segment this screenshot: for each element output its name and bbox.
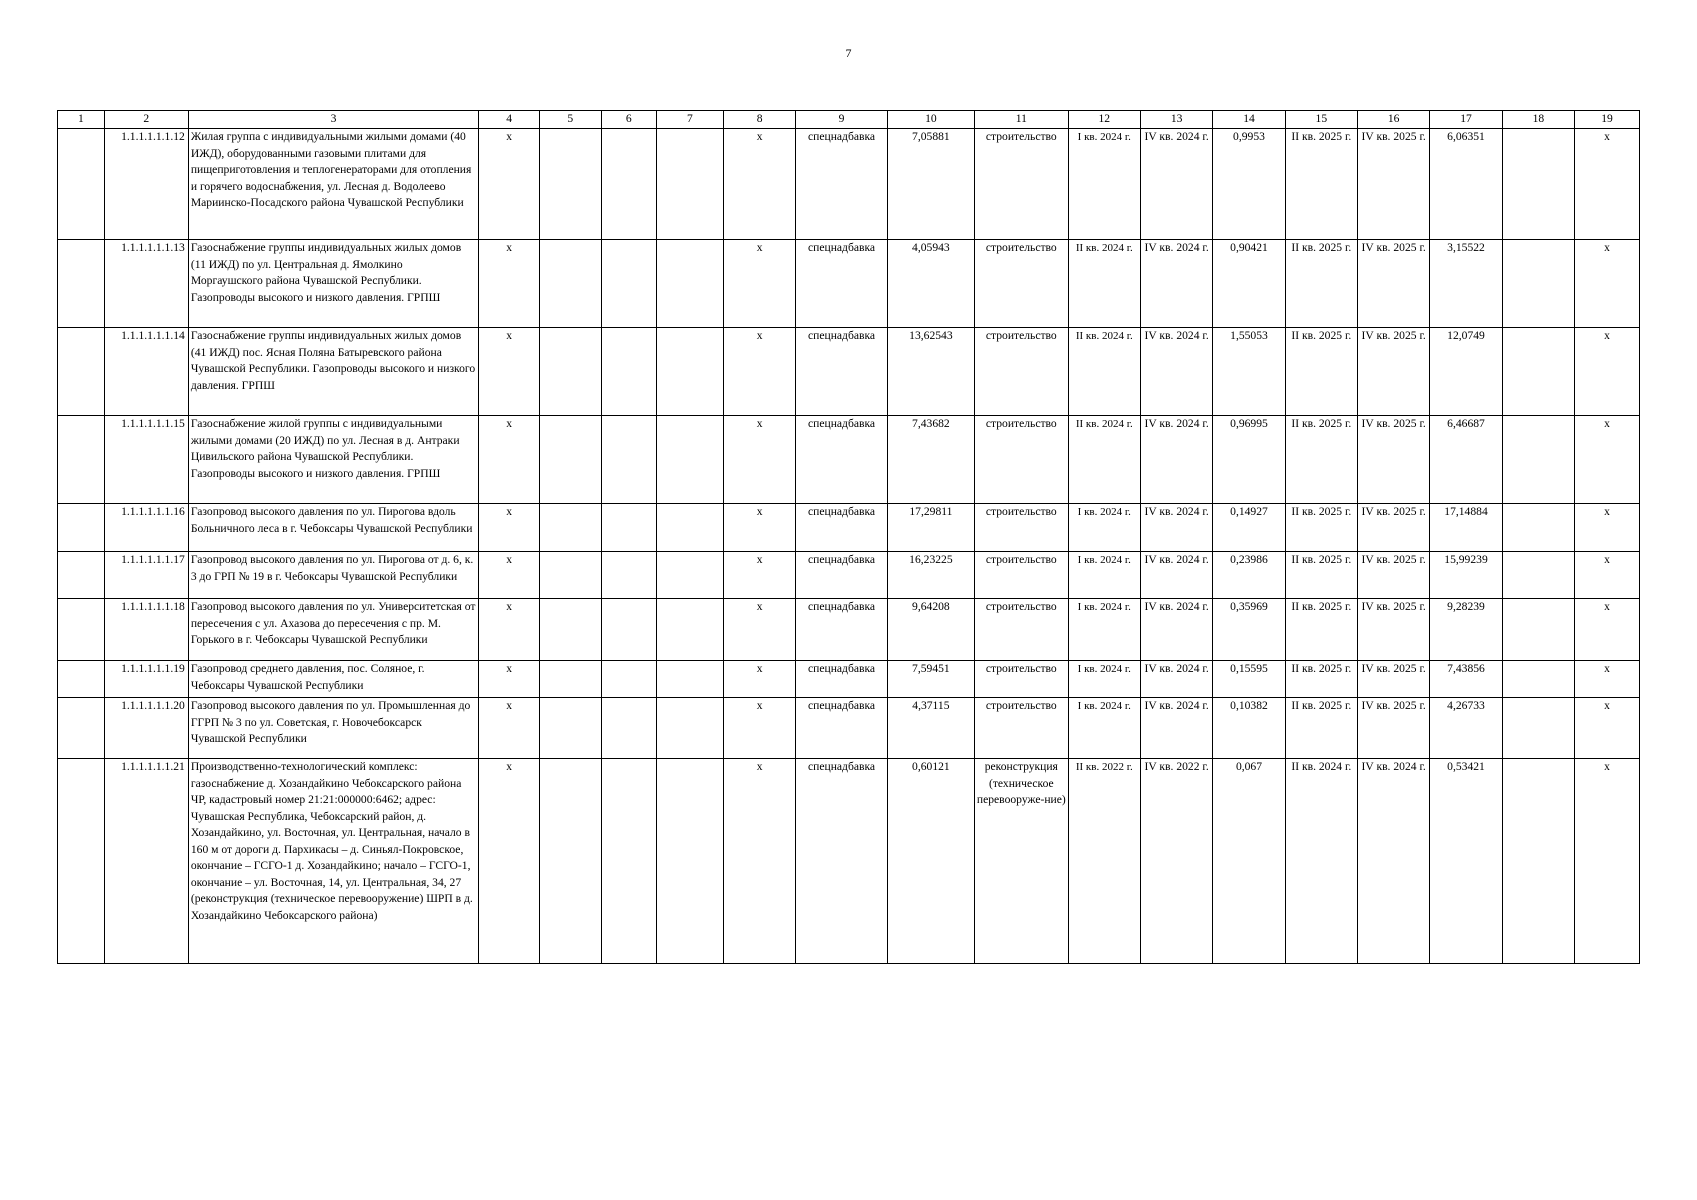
start-quarter: II кв. 2024 г. (1068, 416, 1140, 504)
col4-value: x (479, 661, 540, 698)
work-type: строительство (975, 416, 1069, 504)
commission-quarter: II кв. 2025 г. (1285, 661, 1357, 698)
col5-value (539, 504, 601, 552)
col5-value (539, 552, 601, 599)
col19-value: x (1575, 698, 1640, 759)
end-quarter: IV кв. 2024 г. (1140, 416, 1212, 504)
table-row (58, 698, 1640, 759)
col19-value: x (1575, 661, 1640, 698)
object-name: Газопровод среднего давления, пос. Соляное, г. Чебоксары Чувашской Республики (188, 661, 478, 698)
total-cost-value: 7,05881 (887, 129, 974, 240)
col18-value (1502, 661, 1574, 698)
col19-value: x (1575, 552, 1640, 599)
end-quarter: IV кв. 2022 г. (1140, 759, 1212, 964)
col6-value (601, 759, 656, 964)
col6-value (601, 504, 656, 552)
funding-source: спецнадбавка (796, 240, 887, 328)
object-name: Газоснабжение группы индивидуальных жилых домов (11 ИЖД) по ул. Центральная д. Ямолкино Моргаушского района Чувашской Республики. Газопроводы высокого и низкого давления. ГРПШ (188, 240, 478, 328)
col18-value (1502, 698, 1574, 759)
commission-quarter: II кв. 2025 г. (1285, 504, 1357, 552)
object-code: 1.1.1.1.1.1.19 (104, 661, 188, 698)
column-header: 10 (887, 111, 974, 129)
commission-quarter: II кв. 2025 г. (1285, 240, 1357, 328)
column-header: 2 (104, 111, 188, 129)
object-code: 1.1.1.1.1.1.21 (104, 759, 188, 964)
col4-value: x (479, 759, 540, 964)
table-row (58, 552, 1640, 599)
funding-source: спецнадбавка (796, 698, 887, 759)
column-header: 9 (796, 111, 887, 129)
col7-value (656, 759, 723, 964)
col14-value: 0,15595 (1213, 661, 1285, 698)
total-cost-value: 0,60121 (887, 759, 974, 964)
col8-value: x (723, 599, 795, 661)
work-type: реконструкция (техническое перевооруже-ние) (975, 759, 1069, 964)
col5-value (539, 240, 601, 328)
col4-value: x (479, 504, 540, 552)
col14-value: 0,9953 (1213, 129, 1285, 240)
col7-value (656, 129, 723, 240)
col7-value (656, 599, 723, 661)
row-col1-cell (58, 661, 105, 698)
final-quarter: IV кв. 2025 г. (1358, 240, 1430, 328)
start-quarter: I кв. 2024 г. (1068, 599, 1140, 661)
column-header: 1 (58, 111, 105, 129)
col19-value: x (1575, 328, 1640, 416)
column-header: 5 (539, 111, 601, 129)
work-type: строительство (975, 552, 1069, 599)
col6-value (601, 661, 656, 698)
col17-value: 6,06351 (1430, 129, 1502, 240)
total-cost-value: 7,59451 (887, 661, 974, 698)
col5-value (539, 129, 601, 240)
col5-value (539, 759, 601, 964)
object-name: Газопровод высокого давления по ул. Университетская от пересечения с ул. Ахазова до пересечения с пр. М. Горького в г. Чебоксары Чувашской Республики (188, 599, 478, 661)
table-row (58, 661, 1640, 698)
start-quarter: II кв. 2022 г. (1068, 759, 1140, 964)
row-col1-cell (58, 552, 105, 599)
start-quarter: I кв. 2024 г. (1068, 698, 1140, 759)
col5-value (539, 416, 601, 504)
col14-value: 0,067 (1213, 759, 1285, 964)
total-cost-value: 7,43682 (887, 416, 974, 504)
col19-value: x (1575, 759, 1640, 964)
col17-value: 15,99239 (1430, 552, 1502, 599)
work-type: строительство (975, 504, 1069, 552)
col7-value (656, 416, 723, 504)
col6-value (601, 240, 656, 328)
col14-value: 1,55053 (1213, 328, 1285, 416)
investment-program-table (57, 110, 1640, 964)
col4-value: x (479, 328, 540, 416)
final-quarter: IV кв. 2025 г. (1358, 698, 1430, 759)
object-code: 1.1.1.1.1.1.18 (104, 599, 188, 661)
col18-value (1502, 328, 1574, 416)
col8-value: x (723, 129, 795, 240)
total-cost-value: 4,37115 (887, 698, 974, 759)
total-cost-value: 4,05943 (887, 240, 974, 328)
col17-value: 7,43856 (1430, 661, 1502, 698)
column-header: 13 (1140, 111, 1212, 129)
final-quarter: IV кв. 2024 г. (1358, 759, 1430, 964)
final-quarter: IV кв. 2025 г. (1358, 552, 1430, 599)
commission-quarter: II кв. 2025 г. (1285, 599, 1357, 661)
col14-value: 0,35969 (1213, 599, 1285, 661)
column-header: 15 (1285, 111, 1357, 129)
col7-value (656, 661, 723, 698)
col8-value: x (723, 240, 795, 328)
start-quarter: II кв. 2024 г. (1068, 328, 1140, 416)
row-col1-cell (58, 504, 105, 552)
object-code: 1.1.1.1.1.1.15 (104, 416, 188, 504)
col8-value: x (723, 698, 795, 759)
table-row (58, 416, 1640, 504)
object-name: Газопровод высокого давления по ул. Пирогова от д. 6, к. 3 до ГРП № 19 в г. Чебоксары Чувашской Республики (188, 552, 478, 599)
start-quarter: II кв. 2024 г. (1068, 240, 1140, 328)
end-quarter: IV кв. 2024 г. (1140, 552, 1212, 599)
col8-value: x (723, 759, 795, 964)
commission-quarter: II кв. 2024 г. (1285, 759, 1357, 964)
object-code: 1.1.1.1.1.1.12 (104, 129, 188, 240)
object-code: 1.1.1.1.1.1.14 (104, 328, 188, 416)
col6-value (601, 552, 656, 599)
commission-quarter: II кв. 2025 г. (1285, 129, 1357, 240)
column-header: 12 (1068, 111, 1140, 129)
col6-value (601, 698, 656, 759)
col14-value: 0,14927 (1213, 504, 1285, 552)
col7-value (656, 240, 723, 328)
start-quarter: I кв. 2024 г. (1068, 661, 1140, 698)
object-name: Газопровод высокого давления по ул. Пирогова вдоль Больничного леса в г. Чебоксары Чувашской Республики (188, 504, 478, 552)
funding-source: спецнадбавка (796, 599, 887, 661)
work-type: строительство (975, 129, 1069, 240)
row-col1-cell (58, 599, 105, 661)
col6-value (601, 328, 656, 416)
row-col1-cell (58, 416, 105, 504)
col17-value: 0,53421 (1430, 759, 1502, 964)
commission-quarter: II кв. 2025 г. (1285, 552, 1357, 599)
col7-value (656, 552, 723, 599)
col5-value (539, 661, 601, 698)
col4-value: x (479, 599, 540, 661)
final-quarter: IV кв. 2025 г. (1358, 129, 1430, 240)
start-quarter: I кв. 2024 г. (1068, 552, 1140, 599)
col7-value (656, 698, 723, 759)
col4-value: x (479, 416, 540, 504)
commission-quarter: II кв. 2025 г. (1285, 328, 1357, 416)
work-type: строительство (975, 698, 1069, 759)
col8-value: x (723, 328, 795, 416)
col19-value: x (1575, 599, 1640, 661)
column-header: 18 (1502, 111, 1574, 129)
col4-value: x (479, 129, 540, 240)
end-quarter: IV кв. 2024 г. (1140, 661, 1212, 698)
table-row (58, 599, 1640, 661)
total-cost-value: 13,62543 (887, 328, 974, 416)
object-name: Газоснабжение группы индивидуальных жилых домов (41 ИЖД) пос. Ясная Поляна Батыревского района Чувашской Республики. Газопроводы высокого и низкого давления. ГРПШ (188, 328, 478, 416)
col14-value: 0,10382 (1213, 698, 1285, 759)
row-col1-cell (58, 129, 105, 240)
col19-value: x (1575, 504, 1640, 552)
col19-value: x (1575, 240, 1640, 328)
work-type: строительство (975, 661, 1069, 698)
column-header: 6 (601, 111, 656, 129)
col17-value: 6,46687 (1430, 416, 1502, 504)
final-quarter: IV кв. 2025 г. (1358, 416, 1430, 504)
row-col1-cell (58, 240, 105, 328)
object-name: Жилая группа с индивидуальными жилыми домами (40 ИЖД), оборудованными газовыми плитами для пищеприготовления и теплогенераторами для отопления и горячего водоснабжения, ул. Лесная д. Водолеево Мариинско-Посадского района Чувашской Республики (188, 129, 478, 240)
col14-value: 0,23986 (1213, 552, 1285, 599)
start-quarter: I кв. 2024 г. (1068, 504, 1140, 552)
object-code: 1.1.1.1.1.1.17 (104, 552, 188, 599)
total-cost-value: 16,23225 (887, 552, 974, 599)
column-header: 14 (1213, 111, 1285, 129)
object-code: 1.1.1.1.1.1.13 (104, 240, 188, 328)
total-cost-value: 9,64208 (887, 599, 974, 661)
col18-value (1502, 504, 1574, 552)
object-name: Производственно-технологический комплекс: газоснабжение д. Хозандайкино Чебоксарского района ЧР, кадастровый номер 21:21:000000:6462; адрес: Чувашская Республика, Чебоксарский район, д. Хозандайкино, ул. Восточная, ул. Центральная, начало в 160 м от дороги д. Пархикасы – д. Синьял-Покровское, окончание – ГСГО-1 д. Хозандайкино; начало – ГСГО-1, окончание – ул. Восточная, 14, ул. Центральная, 34, 27 (реконструкция (техническое перевооружение) ШРП в д. Хозандайкино Чебоксарского района) (188, 759, 478, 964)
object-name: Газоснабжение жилой группы с индивидуальными жилыми домами (20 ИЖД) по ул. Лесная в д. Антраки Цивильского района Чувашской Республики. Газопроводы высокого и низкого давления. ГРПШ (188, 416, 478, 504)
work-type: строительство (975, 328, 1069, 416)
col8-value: x (723, 552, 795, 599)
funding-source: спецнадбавка (796, 759, 887, 964)
col7-value (656, 504, 723, 552)
row-col1-cell (58, 328, 105, 416)
column-number-row (58, 111, 1640, 129)
col8-value: x (723, 416, 795, 504)
col19-value: x (1575, 129, 1640, 240)
funding-source: спецнадбавка (796, 504, 887, 552)
col5-value (539, 328, 601, 416)
end-quarter: IV кв. 2024 г. (1140, 698, 1212, 759)
object-code: 1.1.1.1.1.1.16 (104, 504, 188, 552)
work-type: строительство (975, 240, 1069, 328)
col5-value (539, 698, 601, 759)
col18-value (1502, 599, 1574, 661)
column-header: 3 (188, 111, 478, 129)
start-quarter: I кв. 2024 г. (1068, 129, 1140, 240)
final-quarter: IV кв. 2025 г. (1358, 599, 1430, 661)
funding-source: спецнадбавка (796, 552, 887, 599)
end-quarter: IV кв. 2024 г. (1140, 599, 1212, 661)
final-quarter: IV кв. 2025 г. (1358, 504, 1430, 552)
col8-value: x (723, 661, 795, 698)
column-header: 16 (1358, 111, 1430, 129)
col6-value (601, 599, 656, 661)
col17-value: 17,14884 (1430, 504, 1502, 552)
column-header: 17 (1430, 111, 1502, 129)
col14-value: 0,96995 (1213, 416, 1285, 504)
col4-value: x (479, 240, 540, 328)
col18-value (1502, 240, 1574, 328)
end-quarter: IV кв. 2024 г. (1140, 328, 1212, 416)
table-row (58, 328, 1640, 416)
col6-value (601, 129, 656, 240)
column-header: 11 (975, 111, 1069, 129)
funding-source: спецнадбавка (796, 328, 887, 416)
end-quarter: IV кв. 2024 г. (1140, 129, 1212, 240)
page-number: 7 (845, 46, 852, 60)
table-row (58, 504, 1640, 552)
col18-value (1502, 129, 1574, 240)
end-quarter: IV кв. 2024 г. (1140, 504, 1212, 552)
col5-value (539, 599, 601, 661)
total-cost-value: 17,29811 (887, 504, 974, 552)
final-quarter: IV кв. 2025 г. (1358, 661, 1430, 698)
col17-value: 12,0749 (1430, 328, 1502, 416)
column-header: 4 (479, 111, 540, 129)
funding-source: спецнадбавка (796, 129, 887, 240)
work-type: строительство (975, 599, 1069, 661)
column-header: 7 (656, 111, 723, 129)
row-col1-cell (58, 759, 105, 964)
col14-value: 0,90421 (1213, 240, 1285, 328)
col18-value (1502, 416, 1574, 504)
funding-source: спецнадбавка (796, 416, 887, 504)
object-code: 1.1.1.1.1.1.20 (104, 698, 188, 759)
col17-value: 9,28239 (1430, 599, 1502, 661)
table-row (58, 240, 1640, 328)
col4-value: x (479, 698, 540, 759)
object-name: Газопровод высокого давления по ул. Промышленная до ГГРП № 3 по ул. Советская, г. Новочебоксарск Чувашской Республики (188, 698, 478, 759)
col4-value: x (479, 552, 540, 599)
funding-source: спецнадбавка (796, 661, 887, 698)
final-quarter: IV кв. 2025 г. (1358, 328, 1430, 416)
col17-value: 3,15522 (1430, 240, 1502, 328)
table-row (58, 759, 1640, 964)
col8-value: x (723, 504, 795, 552)
col18-value (1502, 759, 1574, 964)
column-header: 19 (1575, 111, 1640, 129)
col17-value: 4,26733 (1430, 698, 1502, 759)
commission-quarter: II кв. 2025 г. (1285, 416, 1357, 504)
col18-value (1502, 552, 1574, 599)
table-row (58, 129, 1640, 240)
row-col1-cell (58, 698, 105, 759)
commission-quarter: II кв. 2025 г. (1285, 698, 1357, 759)
col6-value (601, 416, 656, 504)
table-body (58, 129, 1640, 964)
end-quarter: IV кв. 2024 г. (1140, 240, 1212, 328)
col7-value (656, 328, 723, 416)
column-header: 8 (723, 111, 795, 129)
col19-value: x (1575, 416, 1640, 504)
